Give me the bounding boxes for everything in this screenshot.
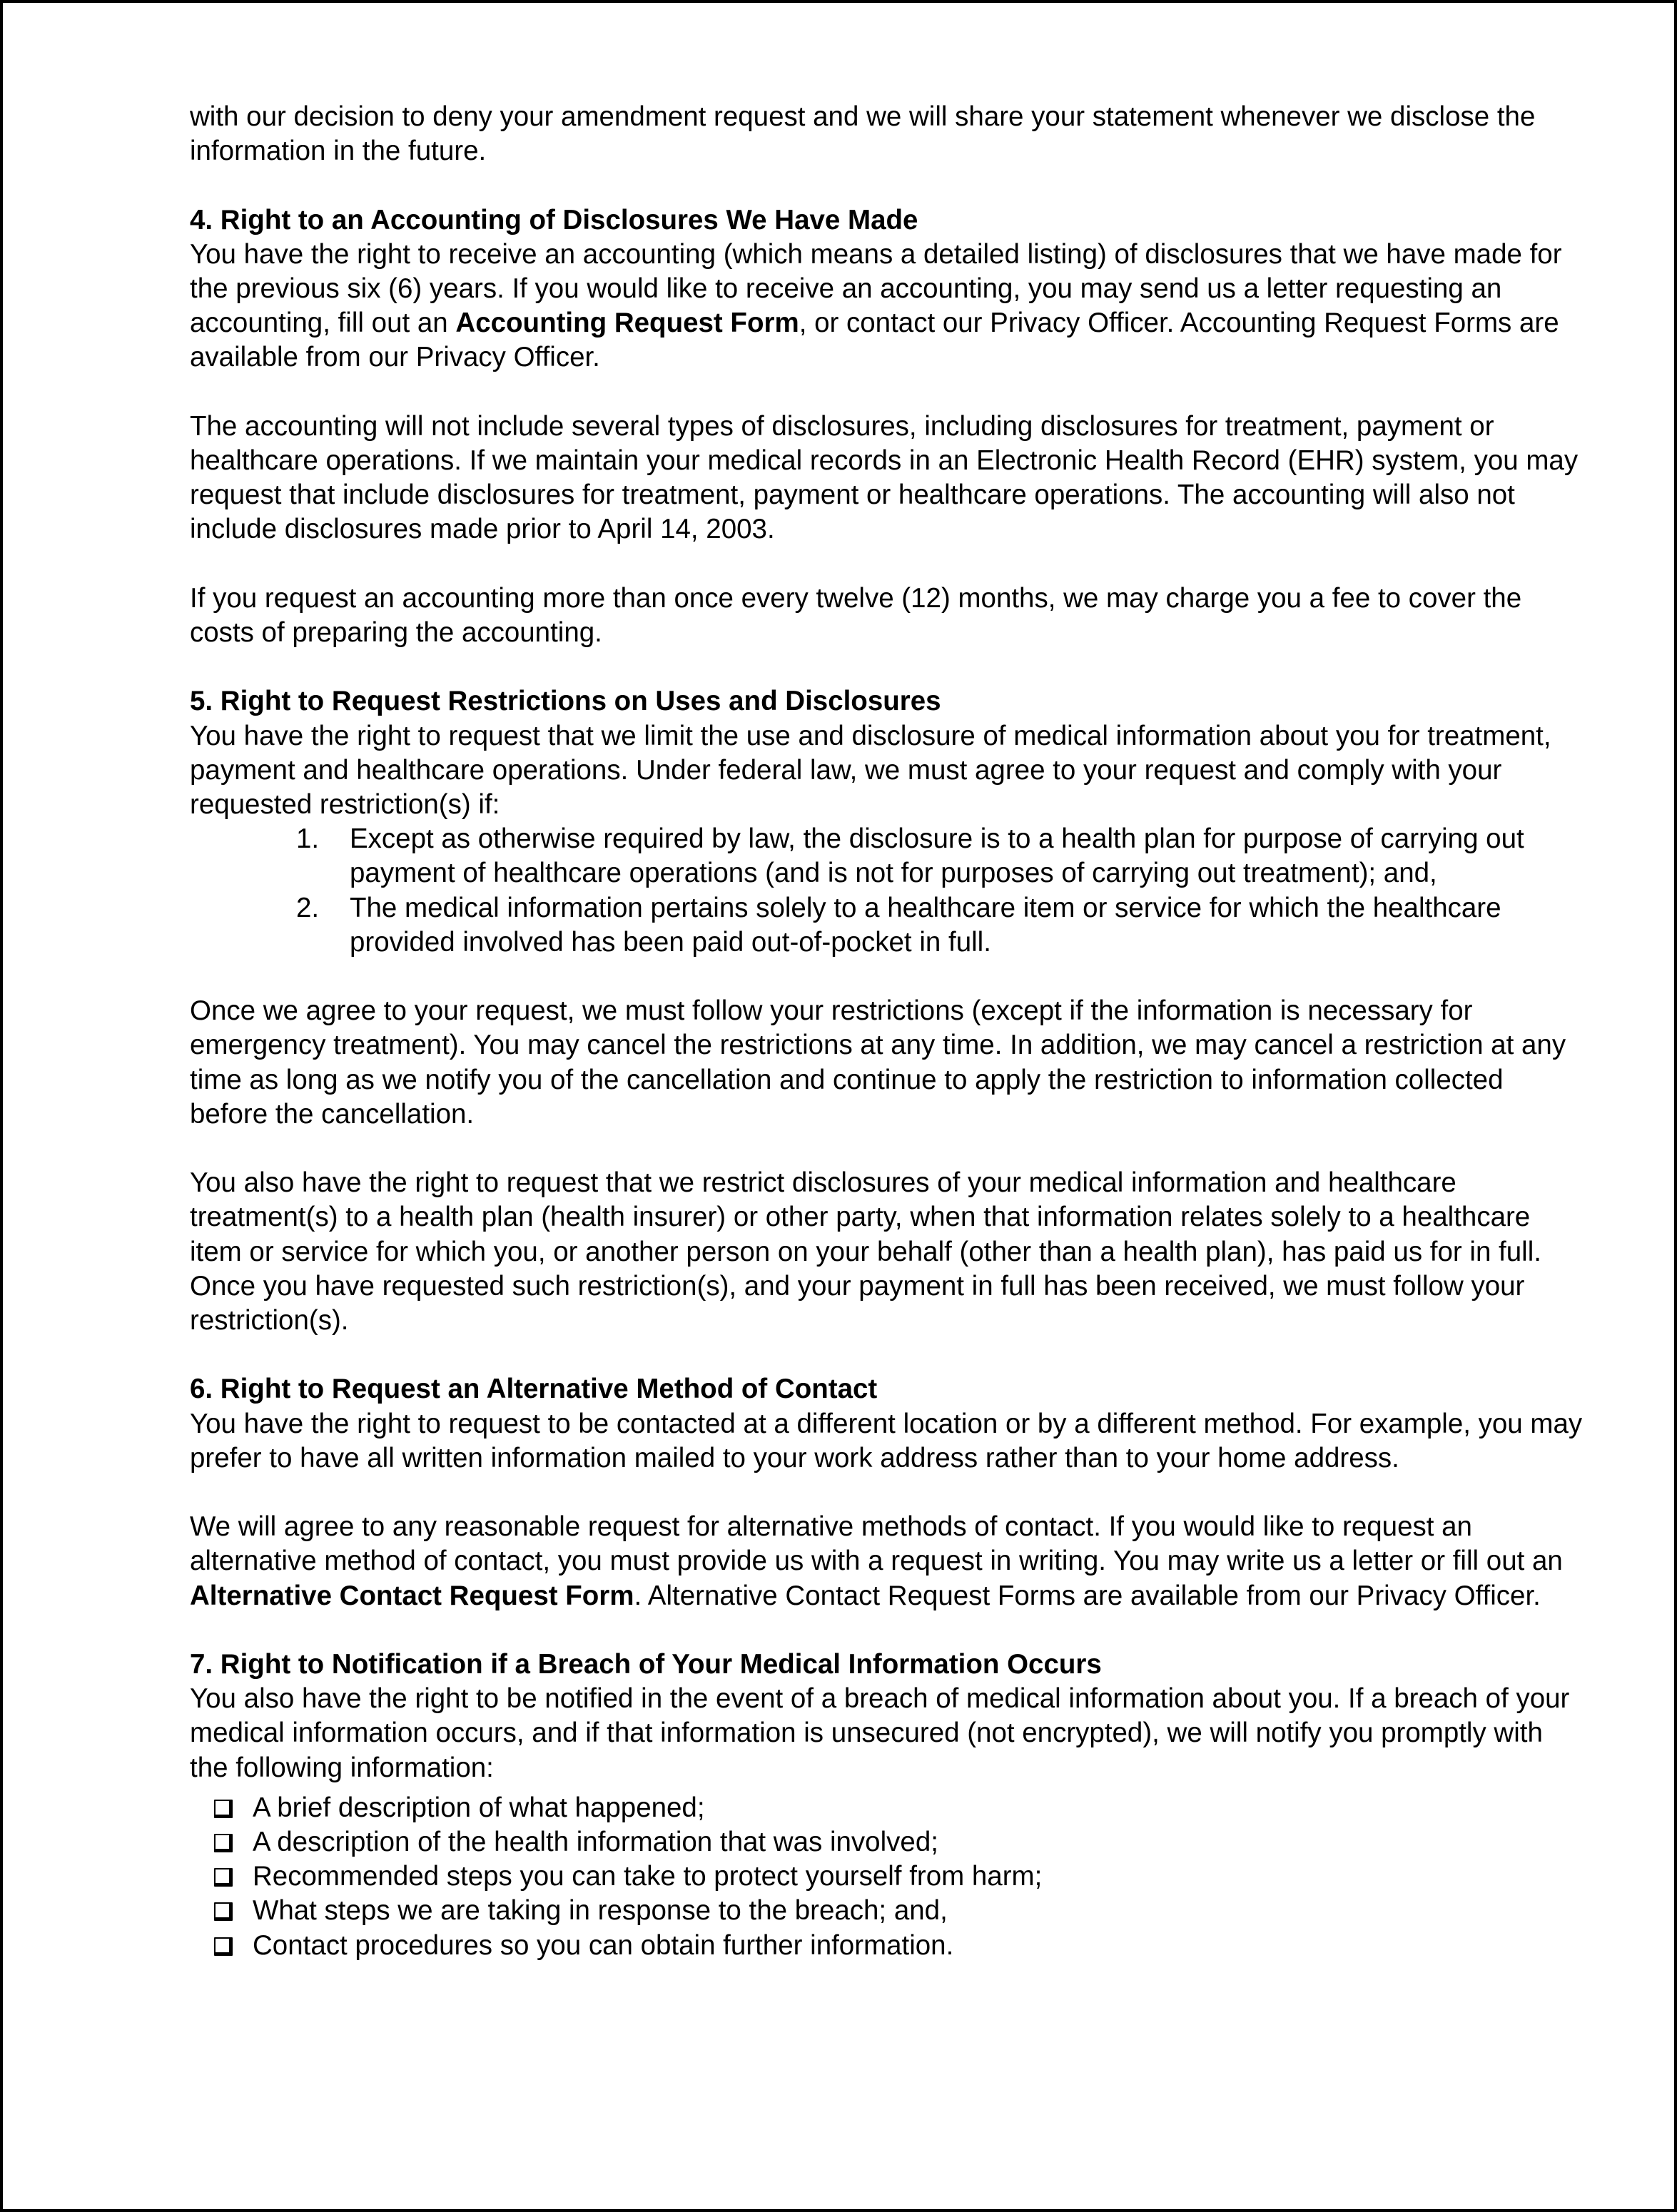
spacer — [190, 960, 1589, 994]
section-heading: 5. Right to Request Restrictions on Uses and Disclosures — [190, 686, 941, 717]
section-heading: 7. Right to Notification if a Breach of Your Medical Information Occurs — [190, 1649, 1102, 1680]
spacer — [190, 1613, 1589, 1648]
checkbox-bullet-icon — [214, 1937, 233, 1956]
breach-info-checklist — [190, 1791, 1589, 1963]
section-request-restrictions — [190, 684, 1589, 1338]
checklist-item — [190, 1825, 1589, 1860]
checklist-item — [190, 1791, 1589, 1825]
paragraph-text: You have the right to receive an accounting (which means a detailed listing) of disclosures that we have made for the previous six (6) years. If you would like to receive an accounting, you may send us a letter requesting an accounting, fill out an — [190, 238, 1562, 339]
checklist-item — [190, 1860, 1589, 1894]
section-breach-notification — [190, 1648, 1589, 1963]
checkbox-bullet-icon — [214, 1834, 233, 1852]
paragraph-text: We will agree to any reasonable request for alternative methods of contact. If you would like to request an alternative method of contact, you must provide us with a request in writing. You may write us a letter or fill out an — [190, 1511, 1563, 1577]
list-item — [190, 822, 1589, 891]
paragraph-text: , or contact our Privacy Officer. Accounting Request Forms are available from our Privacy Officer. — [190, 308, 1559, 373]
accounting-request-form-label: Accounting Request Form — [455, 308, 799, 339]
list-item — [190, 891, 1589, 960]
spacer — [190, 1338, 1589, 1372]
checklist-item-text: Recommended steps you can take to protect yourself from harm; — [253, 1861, 1043, 1892]
section-heading: 4. Right to an Accounting of Disclosures We Have Made — [190, 204, 918, 235]
section-heading: 6. Right to Request an Alternative Method of Contact — [190, 1374, 878, 1405]
spacer — [190, 547, 1589, 582]
list-marker: 1. — [296, 823, 320, 855]
spacer — [190, 1476, 1589, 1510]
restriction-conditions-list — [190, 822, 1589, 960]
section-paragraph: You have the right to request that we limit the use and disclosure of medical information about you for treatment, payment and healthcare operations. Under federal law, we must agree to your request and comply with your requested restriction(s) if: — [190, 720, 1551, 820]
section-paragraph — [190, 238, 1589, 375]
checklist-item-text: Contact procedures so you can obtain further information. — [253, 1929, 954, 1961]
section-paragraph: Once we agree to your request, we must follow your restrictions (except if the information is necessary for emergency treatment). You may cancel the restrictions at any time. In addition, we may cancel a restriction at any time as long as we notify you of the cancellation and continue to apply the restriction to information collected before the cancellation. — [190, 995, 1566, 1130]
checkbox-bullet-icon — [214, 1902, 233, 1921]
checklist-item-text: A description of the health information that was involved; — [253, 1827, 938, 1858]
section-paragraph: The accounting will not include several types of disclosures, including disclosures for treatment, payment or healthcare operations. If we maintain your medical records in an Electronic Health Record (EHR) system, you may request that include disclosures for treatment, payment or healthcare operations. The accounting will also not include disclosures made prior to April 14, 2003. — [190, 410, 1579, 545]
checklist-item — [190, 1894, 1589, 1928]
section-alternative-contact — [190, 1372, 1589, 1613]
section-paragraph: You also have the right to be notified in the event of a breach of medical information about you. If a breach of your medical information occurs, and if that information is unsecured (not encrypted), we will notify you promptly with the following information: — [190, 1683, 1570, 1783]
checklist-item — [190, 1929, 1589, 1963]
spacer — [190, 650, 1589, 684]
checklist-item-text: What steps we are taking in response to the breach; and, — [253, 1895, 948, 1927]
section-paragraph: If you request an accounting more than once every twelve (12) months, we may charge you a fee to cover the costs of preparing the accounting. — [190, 582, 1522, 648]
section-accounting-of-disclosures — [190, 203, 1589, 651]
list-marker: 2. — [296, 892, 320, 923]
checkbox-bullet-icon — [214, 1868, 233, 1887]
alternative-contact-request-form-label: Alternative Contact Request Form — [190, 1580, 634, 1611]
section-paragraph: You also have the right to request that we restrict disclosures of your medical information and healthcare treatment(s) to a health plan (health insurer) or other party, when that information relates solely to a healthcare item or service for which you, or another person on your behalf (other than a health plan), has paid us for in full. Once you have requested such restriction(s), and your payment in full has been received, we must follow your restriction(s). — [190, 1167, 1541, 1336]
list-item-text: The medical information pertains solely to a healthcare item or service for which the healthcare provided involved has been paid out-of-pocket in full. — [350, 892, 1501, 958]
spacer — [190, 375, 1589, 410]
checkbox-bullet-icon — [214, 1800, 233, 1818]
spacer — [190, 168, 1589, 203]
checklist-item-text: A brief description of what happened; — [253, 1792, 705, 1823]
section-paragraph — [190, 1510, 1589, 1613]
list-item-text: Except as otherwise required by law, the disclosure is to a health plan for purpose of carrying out payment of healthcare operations (and is not for purposes of carrying out treatment); and, — [350, 823, 1524, 889]
section-paragraph: You have the right to request to be contacted at a different location or by a different method. For example, you may prefer to have all written information mailed to your work address rather than to your home address. — [190, 1408, 1583, 1473]
intro-paragraph: with our decision to deny your amendment request and we will share your statement whenever we disclose the information in the future. — [190, 101, 1536, 167]
spacer — [190, 1132, 1589, 1166]
document-body — [190, 100, 1589, 1963]
paragraph-text: . Alternative Contact Request Forms are available from our Privacy Officer. — [634, 1580, 1541, 1611]
